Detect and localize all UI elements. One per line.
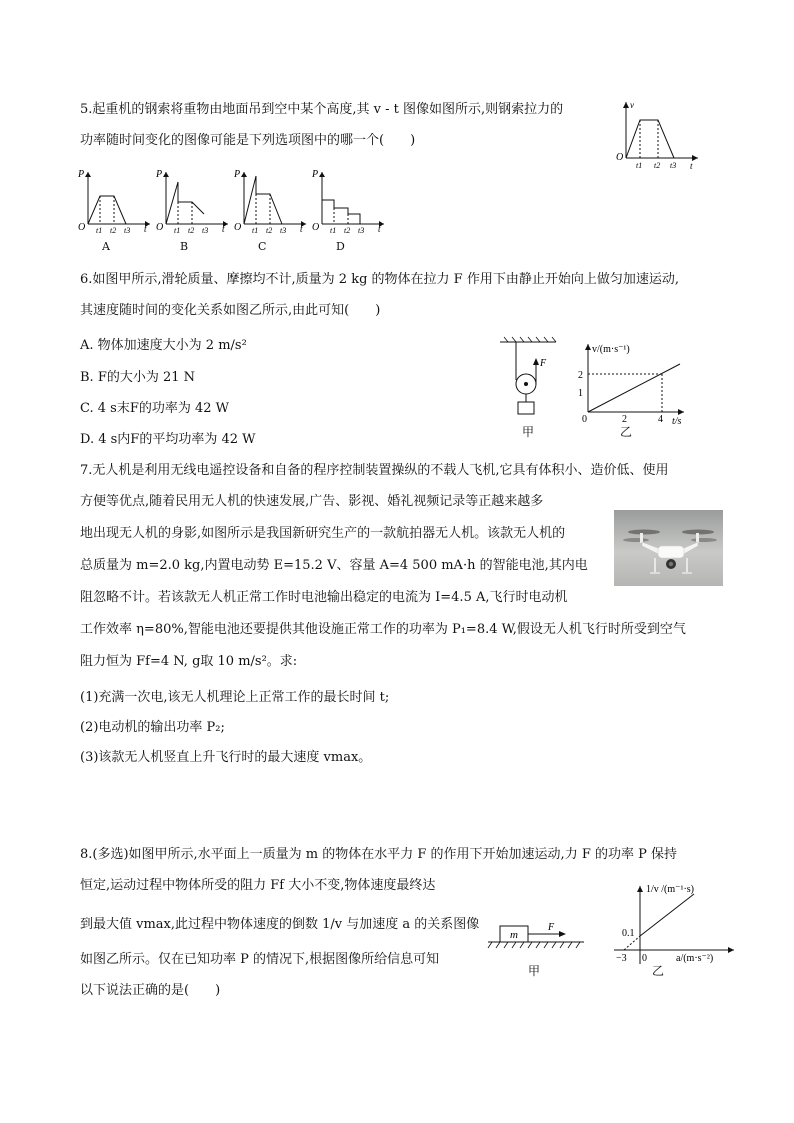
q8-xtick: −3 bbox=[616, 953, 627, 964]
q7-line1: 7.无人机是利用无线电遥控设备和自备的程序控制装置操纵的不载人飞机,它具有体积小、造价低、使用 bbox=[80, 463, 669, 478]
q5-graph-a bbox=[77, 169, 150, 235]
q5-line2: 功率随时间变化的图像可能是下列选项图中的哪一个( ) bbox=[80, 133, 416, 148]
svg-text:t2: t2 bbox=[266, 226, 273, 235]
q6-pulley-figure bbox=[494, 336, 564, 436]
q6-fig-jia: 甲 bbox=[522, 425, 535, 439]
q8-series-line bbox=[640, 894, 694, 936]
q8-block-label: m bbox=[510, 929, 518, 941]
q7-line3: 地出现无人机的身影,如图所示是我国新研究生产的一款航拍器无人机。该款无人机的 bbox=[80, 526, 566, 541]
q7-sub1: (1)充满一次电,该无人机理论上正常工作的最长时间 t; bbox=[80, 690, 390, 705]
svg-text:t1: t1 bbox=[96, 226, 103, 235]
svg-text:O: O bbox=[156, 222, 164, 233]
q5-vt-ylabel: v bbox=[630, 100, 634, 110]
svg-text:t3: t3 bbox=[124, 226, 131, 235]
q6-xtick-2: 2 bbox=[622, 414, 627, 425]
svg-text:O: O bbox=[312, 222, 320, 233]
svg-text:t1: t1 bbox=[252, 226, 259, 235]
q6-option-d[interactable]: D. 4 s内F的平均功率为 42 W bbox=[80, 432, 256, 447]
svg-text:P: P bbox=[156, 169, 163, 180]
q5-vt-t2: t2 bbox=[654, 161, 661, 170]
q6-option-c[interactable]: C. 4 s末F的功率为 42 W bbox=[80, 401, 230, 416]
q8-graph bbox=[610, 880, 740, 970]
q5-graph-b bbox=[155, 169, 228, 235]
q7-line2: 方便等优点,随着民用无人机的快速发展,广告、影视、婚礼视频记录等正越来越多 bbox=[80, 494, 544, 509]
q5-graph-c bbox=[233, 169, 306, 235]
q5-vt-graph bbox=[612, 98, 702, 170]
svg-text:O: O bbox=[78, 222, 86, 233]
q6-force-label: F bbox=[540, 358, 547, 369]
q5-line1: 5.起重机的钢索将重物由地面吊到空中某个高度,其 v - t 图像如图所示,则钢索拉力的 bbox=[80, 102, 564, 117]
q6-xtick-4: 4 bbox=[658, 414, 663, 425]
q8-ylabel: 1/v /(m⁻¹·s) bbox=[646, 884, 694, 895]
q6-line2: 其速度随时间的变化关系如图乙所示,由此可知( ) bbox=[80, 303, 381, 318]
q7-line7: 阻力恒为 Ff=4 N, g取 10 m/s²。求: bbox=[80, 654, 298, 669]
svg-text:t: t bbox=[222, 224, 225, 234]
svg-text:t3: t3 bbox=[202, 226, 209, 235]
svg-text:t2: t2 bbox=[110, 226, 117, 235]
svg-text:t1: t1 bbox=[174, 226, 181, 235]
q7-sub3: (3)该款无人机竖直上升飞行时的最大速度 vmax。 bbox=[80, 750, 372, 765]
q8-ytick: 0.1 bbox=[622, 928, 635, 939]
svg-text:O: O bbox=[234, 222, 242, 233]
q8-line4: 如图乙所示。仅在已知功率 P 的情况下,根据图像所给信息可知 bbox=[80, 952, 440, 967]
q6-line1: 6.如图甲所示,滑轮质量、摩擦均不计,质量为 2 kg 的物体在拉力 F 作用下由静止开始向上做匀加速运动, bbox=[80, 272, 679, 287]
drone-photo bbox=[614, 510, 723, 586]
svg-text:t2: t2 bbox=[344, 226, 351, 235]
q7-line5: 阻忽略不计。若该款无人机正常工作时电池输出稳定的电流为 I=4.5 A,飞行时电动机 bbox=[80, 590, 568, 605]
q5-options-graphs bbox=[74, 166, 384, 236]
svg-text:t: t bbox=[300, 224, 303, 234]
q7-line6: 工作效率 η=80%,智能电池还要提供其他设施正常工作的功率为 P₁=8.4 W,假设无人机飞行时所受到空气 bbox=[80, 622, 686, 637]
svg-text:t2: t2 bbox=[188, 226, 195, 235]
q8-line5: 以下说法正确的是( ) bbox=[80, 983, 221, 998]
q7-line4: 总质量为 m=2.0 kg,内置电动势 E=15.2 V、容量 A=4 500 mA·h 的智能电池,其内电 bbox=[80, 558, 588, 573]
q5-option-b[interactable]: B bbox=[180, 240, 189, 253]
svg-text:P: P bbox=[78, 169, 85, 180]
q8-line3: 到最大值 vmax,此过程中物体速度的倒数 1/v 与加速度 a 的关系图像 bbox=[80, 917, 480, 932]
q6-series-line bbox=[588, 364, 680, 412]
q5-vt-xlabel: t bbox=[690, 161, 693, 170]
q6-origin: 0 bbox=[582, 414, 587, 425]
q5-option-c[interactable]: C bbox=[258, 240, 267, 253]
q6-option-a[interactable]: A. 物体加速度大小为 2 m/s² bbox=[80, 338, 247, 353]
svg-text:P: P bbox=[234, 169, 241, 180]
q8-line1: 8.(多选)如图甲所示,水平面上一质量为 m 的物体在水平力 F 的作用下开始加速运动,力 F 的功率 P 保持 bbox=[80, 847, 677, 862]
q6-xlabel: t/s bbox=[672, 416, 682, 426]
svg-text:t3: t3 bbox=[358, 226, 365, 235]
q6-option-b[interactable]: B. F的大小为 21 N bbox=[80, 370, 196, 385]
q5-vt-origin: O bbox=[616, 152, 624, 163]
q8-xlabel: a/(m·s⁻²) bbox=[676, 953, 714, 964]
svg-text:t1: t1 bbox=[330, 226, 337, 235]
q8-fig-jia: 甲 bbox=[528, 964, 541, 978]
q5-option-a[interactable]: A bbox=[102, 240, 110, 253]
q6-ytick-1: 1 bbox=[578, 388, 583, 399]
q6-fig-yi: 乙 bbox=[620, 425, 633, 439]
q8-force-label: F bbox=[548, 922, 555, 933]
q5-vt-t1: t1 bbox=[636, 161, 643, 170]
q8-fig-yi: 乙 bbox=[652, 964, 665, 978]
svg-text:t3: t3 bbox=[280, 226, 287, 235]
q5-option-d[interactable]: D bbox=[336, 240, 345, 253]
q5-graph-d bbox=[311, 169, 384, 235]
q6-ytick-2: 2 bbox=[578, 370, 583, 381]
q5-vt-t3: t3 bbox=[670, 161, 677, 170]
svg-text:t: t bbox=[144, 224, 147, 234]
q6-ylabel: v/(m·s⁻¹) bbox=[592, 344, 630, 355]
q7-sub2: (2)电动机的输出功率 P₂; bbox=[80, 720, 225, 735]
svg-text:t: t bbox=[378, 224, 381, 234]
q8-block-figure bbox=[486, 918, 586, 952]
svg-text:P: P bbox=[312, 169, 319, 180]
q6-vt-graph bbox=[572, 338, 702, 426]
q8-line2: 恒定,运动过程中物体所受的阻力 Ff 大小不变,物体速度最终达 bbox=[80, 878, 436, 893]
q8-origin: 0 bbox=[642, 953, 647, 964]
